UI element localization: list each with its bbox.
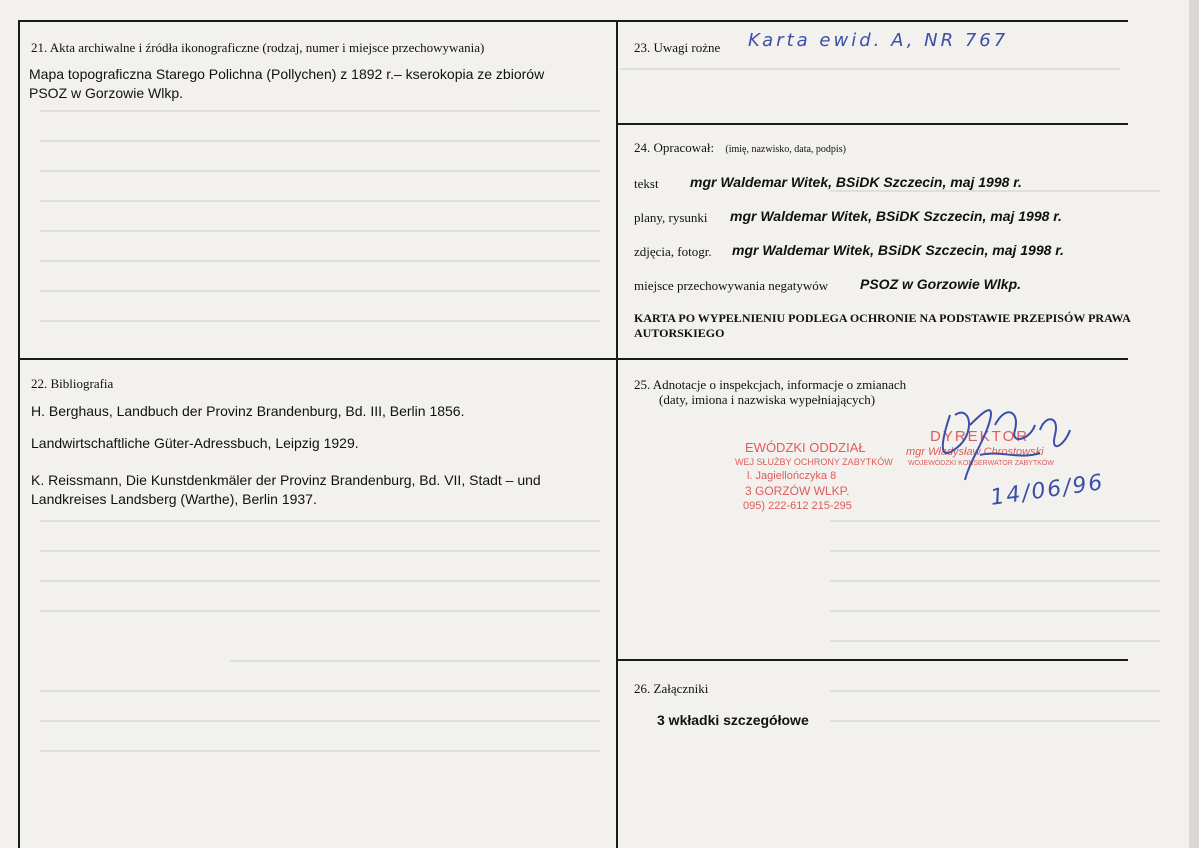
section-24-title: 24. Opracował:	[634, 140, 715, 155]
paper-edge	[1189, 0, 1199, 848]
author-text-label: tekst	[634, 176, 659, 191]
author-plans-value: mgr Waldemar Witek, BSiDK Szczecin, maj 1998 r.	[730, 208, 1062, 224]
section-22-heading: 22. Bibliografia	[31, 376, 114, 391]
section-25-heading: 25. Adnotacje o inspekcjach, informacje o zmianach	[634, 377, 907, 392]
bibliography-item-4: Landkreises Landsberg (Warthe), Berlin 1937.	[31, 491, 317, 507]
section-21-line-2: PSOZ w Gorzowie Wlkp.	[29, 85, 184, 101]
stamp-line-1: EWÓDZKI ODDZIAŁ	[745, 440, 866, 455]
divider-23-24	[616, 123, 1128, 125]
bibliography-item-2: Landwirtschaftliche Güter-Adressbuch, Leipzig 1929.	[31, 435, 359, 451]
director-name: mgr Władysław Chrostowski	[906, 446, 1044, 458]
divider-25-26	[616, 659, 1128, 661]
section-24-heading	[634, 140, 846, 156]
section-25-subheading: (daty, imiona i nazwiska wypełniających)	[659, 392, 876, 407]
section-23-heading: 23. Uwagi rożne	[634, 40, 721, 55]
negatives-location-value: PSOZ w Gorzowie Wlkp.	[860, 276, 1022, 292]
author-plans-label: plany, rysunki	[634, 210, 708, 225]
center-divider	[616, 20, 618, 848]
divider-24-25	[616, 358, 1128, 360]
director-role: WOJEWÓDZKI KONSERWATOR ZABYTKÓW	[908, 460, 1054, 467]
handwritten-note: Karta ewid. A, NR 767	[748, 30, 1009, 51]
author-photos-value: mgr Waldemar Witek, BSiDK Szczecin, maj 1998 r.	[732, 242, 1064, 258]
section-26-heading: 26. Załączniki	[634, 681, 709, 696]
bibliography-item-1: H. Berghaus, Landbuch der Provinz Brandenburg, Bd. III, Berlin 1856.	[31, 403, 465, 419]
stamp-line-2: WEJ SŁUŻBY OCHRONY ZABYTKÓW	[735, 457, 893, 467]
author-text-value: mgr Waldemar Witek, BSiDK Szczecin, maj 1998 r.	[690, 174, 1022, 190]
left-border	[18, 20, 20, 848]
section-24-hint: (imię, nazwisko, data, podpis)	[725, 144, 846, 155]
bibliography-item-3: K. Reissmann, Die Kunstdenkmäler der Provinz Brandenburg, Bd. VII, Stadt – und	[31, 472, 541, 488]
negatives-location-label: miejsce przechowywania negatywów	[634, 278, 829, 293]
copyright-notice: KARTA PO WYPEŁNIENIU PODLEGA OCHRONIE NA PODSTAWIE PRZEPISÓW PRAWA AUTORSKIEGO	[634, 311, 1131, 340]
section-21-heading: 21. Akta archiwalne i źródła ikonograficzne (rodzaj, numer i miejsce przechowywania)	[31, 40, 485, 55]
divider-21-22	[18, 358, 618, 360]
stamp-line-5: 095) 222-612 215-295	[743, 500, 852, 512]
top-border	[18, 20, 1128, 22]
stamp-line-4: 3 GORZÓW WLKP.	[745, 484, 850, 498]
director-title: DYREKTOR	[930, 428, 1030, 445]
attachments-value: 3 wkładki szczegółowe	[657, 712, 809, 728]
stamp-line-3: l. Jagiellończyka 8	[747, 470, 837, 482]
signature-date: 14/06/96	[988, 470, 1106, 511]
section-21-line-1: Mapa topograficzna Starego Polichna (Pollychen) z 1892 r.– kserokopia ze zbiorów	[29, 66, 545, 82]
author-photos-label: zdjęcia, fotogr.	[634, 244, 712, 259]
